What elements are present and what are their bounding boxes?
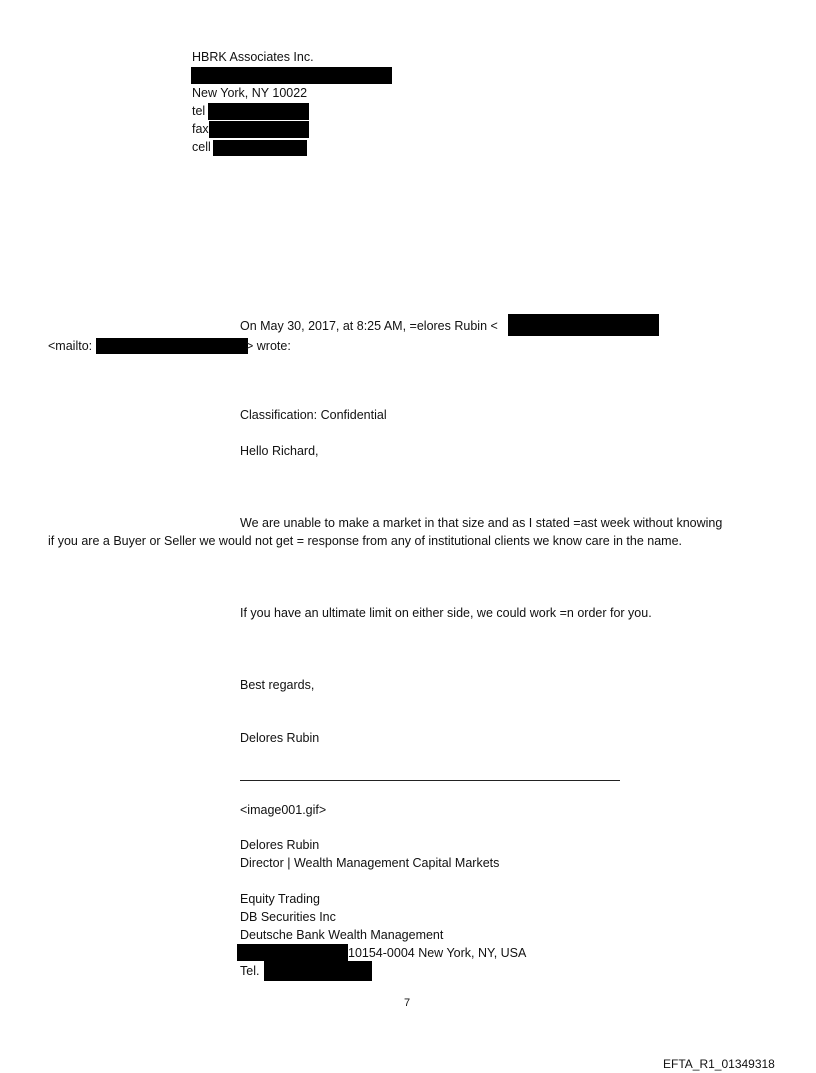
mailto-prefix: <mailto: [48,339,93,353]
fax-label: fax [192,122,209,136]
closing: Best regards, [240,678,315,692]
greeting: Hello Richard, [240,444,319,458]
classification-line: Classification: Confidential [240,408,387,422]
sig-tel-label: Tel. [240,964,260,978]
signature-name: Delores Rubin [240,731,320,745]
cell-label: cell [192,140,211,154]
image-placeholder: <image001.gif> [240,803,327,817]
sig-address-tail: 10154-0004 New York, NY, USA [348,946,527,960]
redacted-sig-tel [264,961,372,981]
sig-company-1: DB Securities Inc [240,910,336,924]
company-name: HBRK Associates Inc. [192,50,314,64]
redacted-sender-email [508,314,659,336]
paragraph-1-line-2: if you are a Buyer or Seller we would not get = response from any of institutional clients we know care in the name. [48,534,683,548]
sig-name: Delores Rubin [240,838,320,852]
redacted-mailto [96,338,248,354]
mailto-suffix: > wrote: [246,339,291,353]
paragraph-1-line-1: We are unable to make a market in that size and as I stated =ast week without knowing [240,516,723,530]
email-intro-line: On May 30, 2017, at 8:25 AM, =elores Rubin < [240,319,498,333]
city-line: New York, NY 10022 [192,86,308,100]
signature-divider [240,780,620,781]
redacted-tel [208,103,309,120]
sig-company-2: Deutsche Bank Wealth Management [240,928,444,942]
redacted-street [237,944,348,961]
page-number: 7 [404,997,411,1009]
redacted-address [191,67,392,84]
redacted-fax [209,121,309,138]
tel-label: tel [192,104,206,118]
paragraph-2: If you have an ultimate limit on either side, we could work =n order for you. [240,606,652,620]
sig-title: Director | Wealth Management Capital Markets [240,856,500,870]
document-id: EFTA_R1_01349318 [663,1057,775,1071]
redacted-cell [213,140,307,156]
sig-dept: Equity Trading [240,892,320,906]
